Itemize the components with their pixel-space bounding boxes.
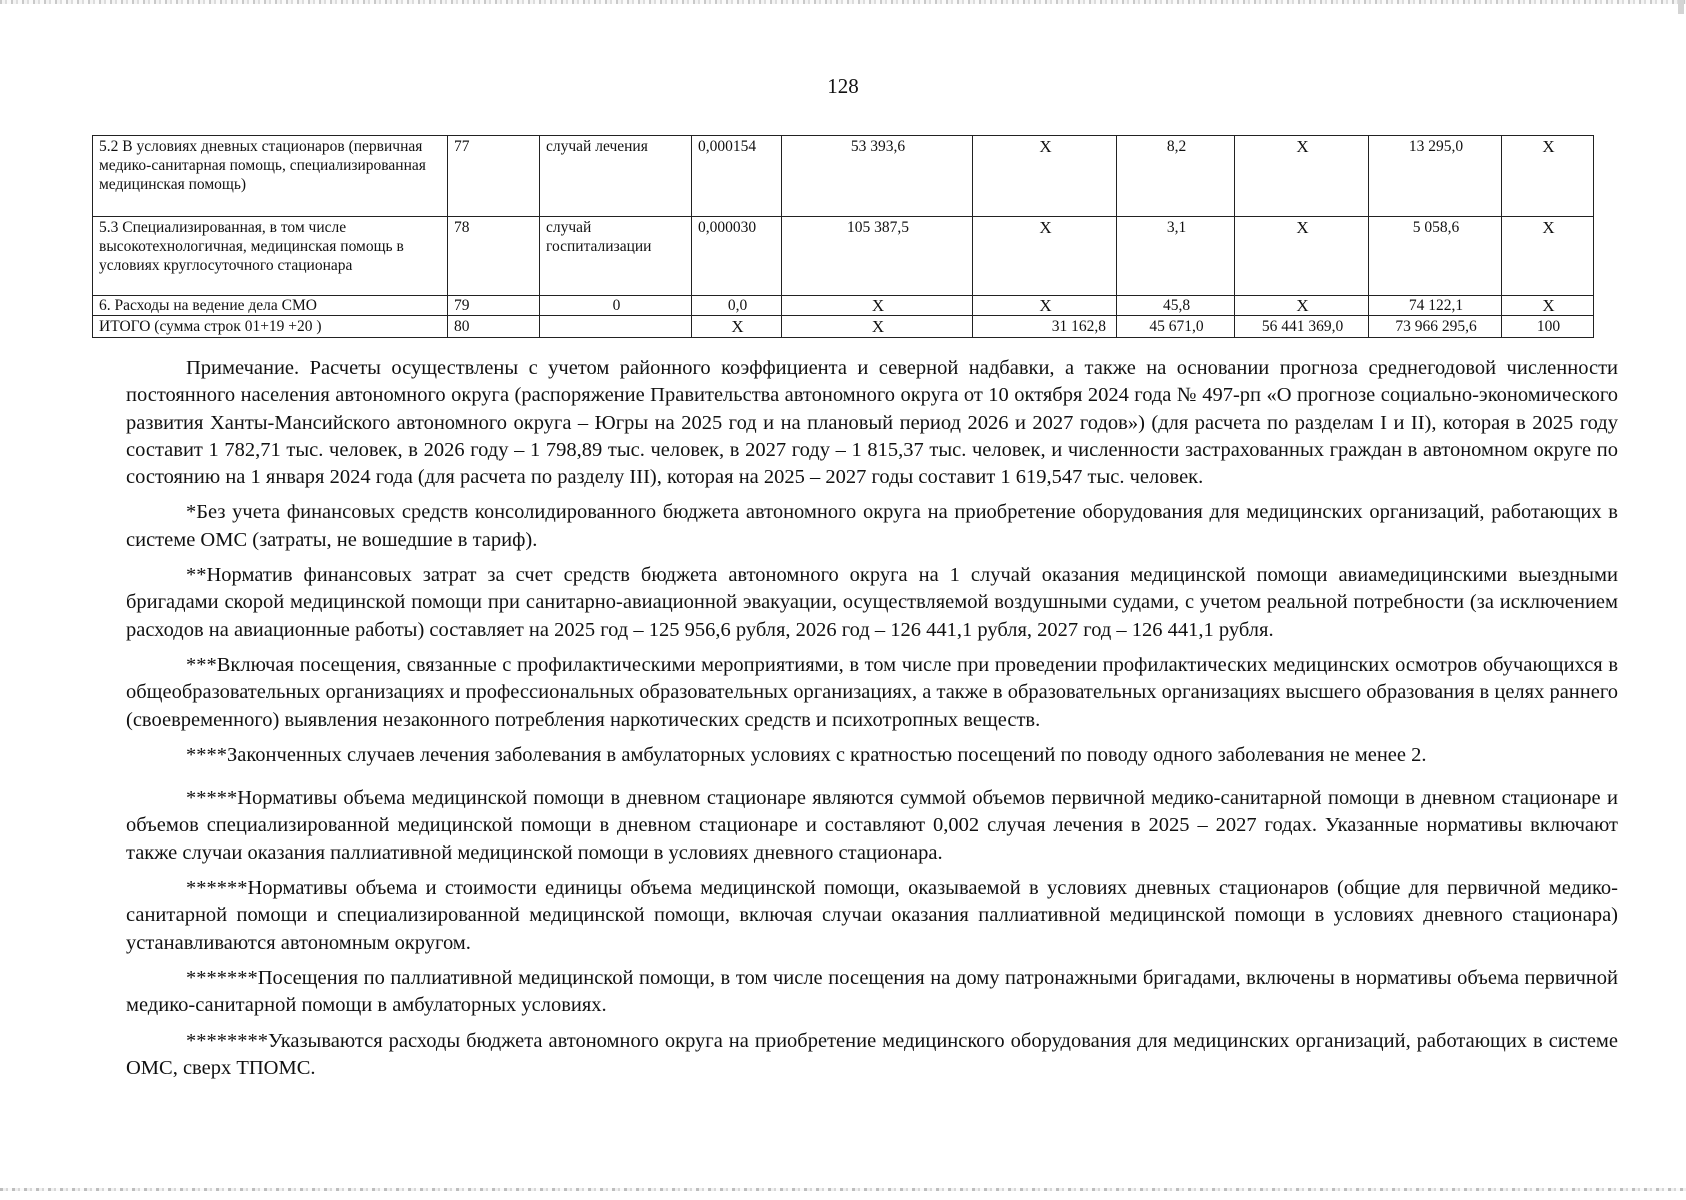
notes-section xyxy=(126,355,1618,1082)
table-row xyxy=(93,136,1594,217)
scan-edge-top xyxy=(0,0,1686,4)
row-line-number: 79 xyxy=(448,296,540,316)
row-cell: 3,1 xyxy=(1117,217,1235,296)
table-row xyxy=(93,217,1594,296)
row-line-number: 78 xyxy=(448,217,540,296)
row-cell: 105 387,5 xyxy=(782,217,973,296)
note-paragraph: ******Нормативы объема и стоимости единицы объема медицинской помощи, оказываемой в условиях дневных стационаров (общие для первичной медико-санитарной помощи и специализированной медицинской помощи, включая случаи оказания паллиативной медицинской помощи в условиях дневного стационара) устанавливаются автономным округом. xyxy=(126,877,1618,954)
row-cell: 45,8 xyxy=(1117,296,1235,316)
table-row-total xyxy=(93,316,1594,338)
note-paragraph: ***Включая посещения, связанные с профилактическими мероприятиями, в том числе при проведении профилактических медицинских осмотров обучающихся в общеобразовательных организациях и профессиональных образовательных организациях, а также в образовательных организациях высшего образования в целях раннего (своевременного) выявления незаконного потребления наркотических средств и психотропных веществ. xyxy=(126,653,1618,731)
scan-edge-bottom xyxy=(0,1188,1686,1191)
table-row xyxy=(93,296,1594,316)
row-cell: 5 058,6 xyxy=(1369,217,1502,296)
row-cell: X xyxy=(1235,136,1369,217)
note-paragraph: Примечание. Расчеты осуществлены с учетом районного коэффициента и северной надбавки, а также на основании прогноза среднегодовой численности постоянного населения автономного округа (распоряжение Правительства автономного округа от 10 октября 2024 года № 497-рп «О прогнозе социально-экономического развития Ханты-Мансийского автономного округа – Югры на 2025 год и на плановый период 2026 и 2027 годов») (для расчета по разделам I и II), которая в 2025 году составит 1 782,71 тыс. человек, в 2026 году – 1 798,89 тыс. человек, в 2027 году – 1 815,37 тыс. человек, и численности застрахованных граждан в автономном округе по состоянию на 1 января 2024 года (для расчета по разделу III), которая на 2025 – 2027 годы составит 1 619,547 тыс. человек. xyxy=(126,357,1618,489)
row-cell: X xyxy=(782,296,973,316)
row-name: 6. Расходы на ведение дела СМО xyxy=(93,296,448,316)
row-name: 5.3 Специализированная, в том числе высокотехнологичная, медицинская помощь в условиях круглосуточного стационара xyxy=(93,217,448,296)
row-cell: 74 122,1 xyxy=(1369,296,1502,316)
page-number: 128 xyxy=(827,74,859,98)
row-cell: X xyxy=(973,136,1117,217)
note-paragraph: *******Посещения по паллиативной медицинской помощи, в том числе посещения на дому патронажными бригадами, включены в нормативы объема первичной медико-санитарной помощи в амбулаторных условиях. xyxy=(126,966,1618,1017)
row-cell: 8,2 xyxy=(1117,136,1235,217)
row-cell: 0,0 xyxy=(692,296,782,316)
row-cell: X xyxy=(973,217,1117,296)
row-cell: 0,000030 xyxy=(692,217,782,296)
note-paragraph: *****Нормативы объема медицинской помощи в дневном стационаре являются суммой объемов первичной медико-санитарной помощи в дневном стационаре и объемов специализированной медицинской помощи в дневном стационаре и составляют 0,002 случая лечения в 2025 – 2027 годах. Указанные нормативы включают также случаи оказания паллиативной медицинской помощи в условиях дневного стационара. xyxy=(126,787,1618,864)
row-unit: 0 xyxy=(540,296,692,316)
row-cell: 31 162,8 xyxy=(973,316,1117,338)
row-cell: 100 xyxy=(1502,316,1594,338)
row-cell: 0,000154 xyxy=(692,136,782,217)
row-cell: X xyxy=(973,296,1117,316)
scan-edge-corner xyxy=(1678,0,1684,14)
row-line-number: 77 xyxy=(448,136,540,217)
row-cell: 73 966 295,6 xyxy=(1369,316,1502,338)
row-cell: 53 393,6 xyxy=(782,136,973,217)
row-name: ИТОГО (сумма строк 01+19 +20 ) xyxy=(93,316,448,338)
row-cell: 45 671,0 xyxy=(1117,316,1235,338)
row-cell: X xyxy=(1502,217,1594,296)
row-unit: случай госпитализации xyxy=(540,217,692,296)
row-cell: X xyxy=(1235,217,1369,296)
note-paragraph: ********Указываются расходы бюджета автономного округа на приобретение медицинского оборудования для медицинских организаций, работающих в системе ОМС, сверх ТПОМС. xyxy=(126,1029,1618,1079)
row-unit: случай лечения xyxy=(540,136,692,217)
row-cell: X xyxy=(1502,136,1594,217)
row-cell: X xyxy=(1502,296,1594,316)
note-paragraph: ****Законченных случаев лечения заболевания в амбулаторных условиях с кратностью посещений по поводу одного заболевания не менее 2. xyxy=(186,743,1427,766)
note-paragraph: *Без учета финансовых средств консолидированного бюджета автономного округа на приобретение оборудования для медицинских организаций, работающих в системе ОМС (затраты, не вошедшие в тариф). xyxy=(126,501,1618,551)
row-name: 5.2 В условиях дневных стационаров (первичная медико-санитарная помощь, специализированная медицинская помощь) xyxy=(93,136,448,217)
row-cell: 13 295,0 xyxy=(1369,136,1502,217)
row-cell: X xyxy=(1235,296,1369,316)
row-unit xyxy=(540,316,692,338)
row-cell: X xyxy=(782,316,973,338)
budget-table xyxy=(92,135,1594,338)
row-cell: 56 441 369,0 xyxy=(1235,316,1369,338)
row-cell: X xyxy=(692,316,782,338)
row-line-number: 80 xyxy=(448,316,540,338)
note-paragraph: **Норматив финансовых затрат за счет средств бюджета автономного округа на 1 случай оказания медицинской помощи авиамедицинскими выездными бригадами скорой медицинской помощи при санитарно-авиационной эвакуации, осуществляемой воздушными судами, с учетом реальной потребности (за исключением расходов на авиационные работы) составляет на 2025 год – 125 956,6 рубля, 2026 год – 126 441,1 рубля, 2027 год – 126 441,1 рубля. xyxy=(126,564,1618,641)
